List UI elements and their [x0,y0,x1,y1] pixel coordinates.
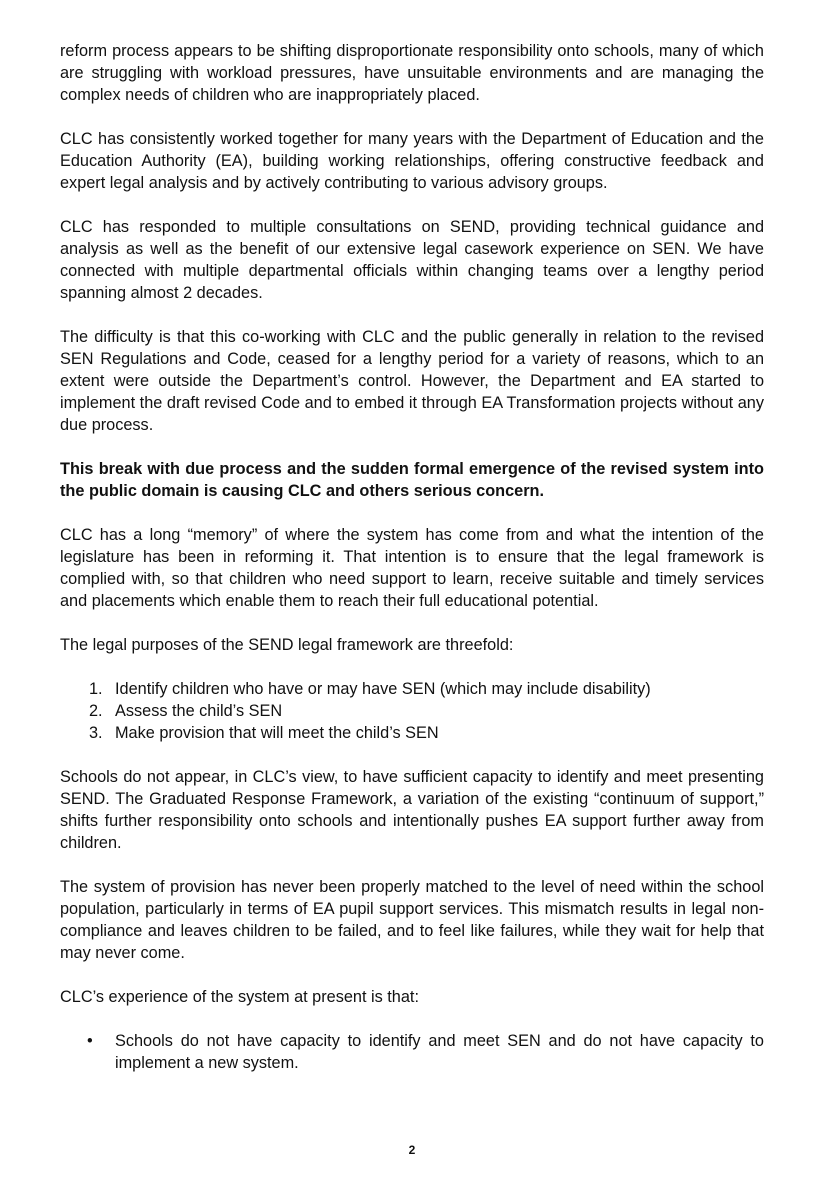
paragraph-schools-capacity: Schools do not appear, in CLC’s view, to have sufficient capacity to identify and meet presenting SEND. The Graduated Response Framework, a variation of the existing “continuum of support,” shifts further responsibility onto schools and intentionally pushes EA support further away from children. [60,768,764,852]
list-item-text: Assess the child’s SEN [115,702,283,720]
document-page [60,40,764,1074]
paragraph-clc-experience: CLC’s experience of the system at present is that: [60,988,419,1006]
paragraph-clc-worked-together: CLC has consistently worked together for many years with the Department of Education and the Education Authority (EA), building working relationships, offering constructive feedback and expert legal analysis and by actively contributing to various advisory groups. [60,130,764,192]
numbered-list [60,678,764,744]
list-item [60,700,764,722]
paragraph-legal-purposes: The legal purposes of the SEND legal framework are threefold: [60,636,514,654]
paragraph-reform-process: reform process appears to be shifting disproportionate responsibility onto schools, many of which are struggling with workload pressures, have unsuitable environments and are managing the complex needs of children who are inappropriately placed. [60,42,764,104]
paragraph-difficulty: The difficulty is that this co-working with CLC and the public generally in relation to the revised SEN Regulations and Code, ceased for a lengthy period for a variety of reasons, which to an extent were outside the Department’s control. However, the Department and EA started to implement the draft revised Code and to embed it through EA Transformation projects without any due process. [60,328,764,434]
list-item-text: Identify children who have or may have SEN (which may include disability) [115,680,651,698]
list-number: 1. [89,680,103,698]
paragraph-clc-responded: CLC has responded to multiple consultations on SEND, providing technical guidance and analysis as well as the benefit of our extensive legal casework experience on SEN. We have connected with multiple departmental officials within changing teams over a lengthy period spanning almost 2 decades. [60,218,764,302]
bullet-icon: • [87,1032,93,1050]
list-item [60,1030,764,1074]
list-item-text: Schools do not have capacity to identify and meet SEN and do not have capacity to implement a new system. [115,1032,764,1072]
paragraph-system-provision: The system of provision has never been properly matched to the level of need within the school population, particularly in terms of EA pupil support services. This mismatch results in legal non-compliance and leaves children to be failed, and to feel like failures, while they wait for help that may never come. [60,878,764,962]
paragraph-bold-concern: This break with due process and the sudden formal emergence of the revised system into the public domain is causing CLC and others serious concern. [60,460,764,500]
bullet-list [60,1030,764,1074]
list-number: 3. [89,724,103,742]
list-item [60,722,764,744]
page-number: 2 [408,1143,416,1157]
list-item [60,678,764,700]
list-item-text: Make provision that will meet the child’s SEN [115,724,439,742]
list-number: 2. [89,702,103,720]
paragraph-clc-memory: CLC has a long “memory” of where the system has come from and what the intention of the legislature has been in reforming it. That intention is to ensure that the legal framework is complied with, so that children who need support to learn, receive suitable and timely services and placements which enable them to reach their full educational potential. [60,526,764,610]
